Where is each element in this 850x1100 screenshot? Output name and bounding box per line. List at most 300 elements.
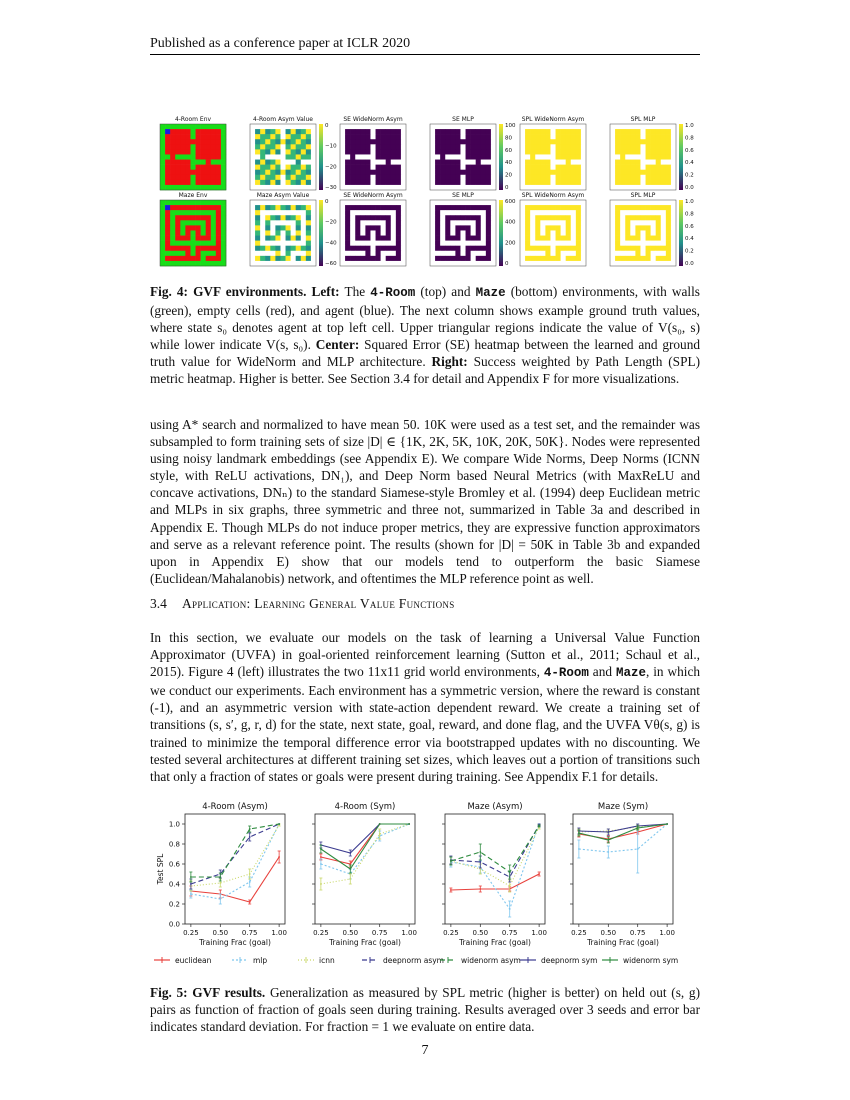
panel-title: SE MLP xyxy=(452,116,474,123)
grid-cell xyxy=(275,225,280,230)
grid-cell xyxy=(255,134,260,139)
grid-cell xyxy=(445,200,450,205)
grid-cell xyxy=(530,160,535,165)
grid-cell xyxy=(170,215,175,220)
grid-cell xyxy=(250,251,255,256)
grid-cell xyxy=(525,170,530,175)
grid-cell xyxy=(376,154,381,159)
grid-cell xyxy=(466,165,471,170)
grid-cell xyxy=(620,200,625,205)
data-point xyxy=(479,861,481,863)
grid-cell xyxy=(396,144,401,149)
grid-cell xyxy=(430,165,435,170)
grid-cell xyxy=(196,165,201,170)
grid-cell xyxy=(190,154,195,159)
grid-cell xyxy=(206,205,211,210)
grid-cell xyxy=(481,180,486,185)
grid-cell xyxy=(286,246,291,251)
grid-cell xyxy=(525,241,530,246)
grid-cell xyxy=(340,154,345,159)
grid-cell xyxy=(185,185,190,190)
chart-legend xyxy=(154,956,678,965)
grid-cell xyxy=(211,160,216,165)
grid-cell xyxy=(370,230,375,235)
grid-cell xyxy=(640,134,645,139)
legend-label: deepnorm asym xyxy=(383,956,444,965)
grid-cell xyxy=(535,160,540,165)
grid-cell xyxy=(221,261,226,266)
grid-cell xyxy=(201,200,206,205)
grid-cell xyxy=(206,124,211,129)
grid-cell xyxy=(435,205,440,210)
grid-cell xyxy=(571,149,576,154)
grid-cell xyxy=(661,185,666,190)
grid-cell xyxy=(481,251,486,256)
grid-cell xyxy=(460,215,465,220)
grid-cell xyxy=(291,205,296,210)
grid-cell xyxy=(270,129,275,134)
grid-cell xyxy=(296,144,301,149)
grid-cell xyxy=(286,129,291,134)
grid-cell xyxy=(216,256,221,261)
grid-cell xyxy=(280,139,285,144)
grid-cell xyxy=(525,256,530,261)
grid-cell xyxy=(265,230,270,235)
grid-cell xyxy=(401,241,406,246)
grid-cell xyxy=(610,205,615,210)
grid-cell xyxy=(280,124,285,129)
grid-cell xyxy=(160,261,165,266)
grid-cell xyxy=(365,139,370,144)
panel-title: SE WideNorm Asym xyxy=(343,116,403,123)
colorbar-tick: −40 xyxy=(325,240,337,247)
grid-cell xyxy=(265,170,270,175)
grid-cell xyxy=(165,246,170,251)
grid-cell xyxy=(170,205,175,210)
grid-cell xyxy=(540,241,545,246)
grid-cell xyxy=(386,256,391,261)
grid-cell xyxy=(460,256,465,261)
colorbar-tick: 0.4 xyxy=(685,236,694,243)
grid-cell xyxy=(365,175,370,180)
grid-cell xyxy=(301,241,306,246)
grid-cell xyxy=(211,139,216,144)
grid-cell xyxy=(561,200,566,205)
grid-cell xyxy=(635,129,640,134)
x-tick-label: 1.00 xyxy=(401,929,417,937)
grid-cell xyxy=(180,220,185,225)
grid-cell xyxy=(170,139,175,144)
grid-cell xyxy=(391,261,396,266)
grid-cell xyxy=(360,225,365,230)
grid-cell xyxy=(250,139,255,144)
grid-cell xyxy=(455,261,460,266)
grid-cell xyxy=(530,210,535,215)
grid-cell xyxy=(401,251,406,256)
grid-cell xyxy=(255,215,260,220)
grid-cell xyxy=(651,185,656,190)
fig4-right-label: Right: xyxy=(431,354,468,370)
grid-cell xyxy=(280,154,285,159)
grid-cell xyxy=(571,251,576,256)
grid-cell xyxy=(286,210,291,215)
grid-cell xyxy=(386,225,391,230)
grid-cell xyxy=(206,175,211,180)
grid-cell xyxy=(566,230,571,235)
grid-cell xyxy=(280,225,285,230)
grid-cell xyxy=(206,144,211,149)
grid-cell xyxy=(185,261,190,266)
grid-cell xyxy=(291,225,296,230)
grid-cell xyxy=(165,175,170,180)
grid-cell xyxy=(376,236,381,241)
grid-cell xyxy=(430,134,435,139)
grid-cell xyxy=(175,185,180,190)
grid-cell xyxy=(386,144,391,149)
grid-cell xyxy=(561,251,566,256)
grid-cell xyxy=(365,144,370,149)
grid-cell xyxy=(376,220,381,225)
grid-cell xyxy=(391,205,396,210)
grid-cell xyxy=(286,124,291,129)
grid-cell xyxy=(216,154,221,159)
grid-cell xyxy=(350,134,355,139)
grid-cell xyxy=(666,256,671,261)
grid-cell xyxy=(581,144,586,149)
grid-cell xyxy=(525,225,530,230)
grid-cell xyxy=(561,139,566,144)
grid-cell xyxy=(291,215,296,220)
grid-cell xyxy=(581,230,586,235)
grid-cell xyxy=(460,205,465,210)
grid-cell xyxy=(221,225,226,230)
grid-cell xyxy=(450,230,455,235)
grid-cell xyxy=(396,241,401,246)
grid-cell xyxy=(635,225,640,230)
grid-cell xyxy=(540,180,545,185)
grid-cell xyxy=(265,124,270,129)
grid-cell xyxy=(430,241,435,246)
data-point xyxy=(509,871,511,873)
grid-cell xyxy=(260,251,265,256)
grid-cell xyxy=(185,256,190,261)
grid-cell xyxy=(360,175,365,180)
grid-cell xyxy=(401,149,406,154)
grid-cell xyxy=(190,236,195,241)
grid-cell xyxy=(635,185,640,190)
grid-cell xyxy=(286,215,291,220)
grid-cell xyxy=(275,185,280,190)
grid-cell xyxy=(286,241,291,246)
grid-cell xyxy=(445,175,450,180)
grid-cell xyxy=(615,175,620,180)
grid-cell xyxy=(455,200,460,205)
grid-cell xyxy=(365,200,370,205)
grid-cell xyxy=(460,236,465,241)
grid-cell xyxy=(656,205,661,210)
grid-cell xyxy=(460,241,465,246)
grid-cell xyxy=(391,215,396,220)
grid-cell xyxy=(216,246,221,251)
grid-cell xyxy=(571,139,576,144)
grid-cell xyxy=(216,185,221,190)
grid-cell xyxy=(165,185,170,190)
grid-cell xyxy=(340,210,345,215)
grid-cell xyxy=(455,124,460,129)
grid-cell xyxy=(196,251,201,256)
grid-cell xyxy=(556,236,561,241)
x-tick-label: 1.00 xyxy=(271,929,287,937)
grid-cell xyxy=(535,210,540,215)
grid-cell xyxy=(345,241,350,246)
grid-cell xyxy=(185,139,190,144)
grid-cell xyxy=(350,210,355,215)
grid-cell xyxy=(381,144,386,149)
grid-cell xyxy=(301,215,306,220)
grid-cell xyxy=(250,160,255,165)
grid-cell xyxy=(386,160,391,165)
grid-cell xyxy=(376,230,381,235)
grid-cell xyxy=(170,251,175,256)
grid-cell xyxy=(651,230,656,235)
grid-cell xyxy=(260,241,265,246)
grid-cell xyxy=(275,149,280,154)
grid-cell xyxy=(296,205,301,210)
grid-cell xyxy=(216,210,221,215)
grid-cell xyxy=(491,160,496,165)
grid-cell xyxy=(646,251,651,256)
grid-cell xyxy=(545,180,550,185)
grid-cell xyxy=(671,185,676,190)
grid-cell xyxy=(671,129,676,134)
grid-cell xyxy=(296,230,301,235)
grid-cell xyxy=(296,185,301,190)
grid-cell xyxy=(360,129,365,134)
grid-cell xyxy=(471,144,476,149)
grid-cell xyxy=(440,210,445,215)
data-point xyxy=(479,851,481,853)
grid-cell xyxy=(185,124,190,129)
grid-cell xyxy=(661,246,666,251)
grid-cell xyxy=(445,144,450,149)
grid-cell xyxy=(581,124,586,129)
grid-cell xyxy=(301,180,306,185)
grid-cell xyxy=(250,175,255,180)
grid-cell xyxy=(296,160,301,165)
grid-cell xyxy=(280,230,285,235)
grid-cell xyxy=(270,154,275,159)
grid-cell xyxy=(471,261,476,266)
grid-cell xyxy=(340,165,345,170)
grid-cell xyxy=(365,246,370,251)
grid-cell xyxy=(370,180,375,185)
grid-cell xyxy=(211,144,216,149)
grid-cell xyxy=(270,144,275,149)
grid-cell xyxy=(471,185,476,190)
grid-cell xyxy=(625,144,630,149)
grid-cell xyxy=(460,124,465,129)
grid-cell xyxy=(311,124,316,129)
grid-cell xyxy=(661,200,666,205)
grid-cell xyxy=(280,200,285,205)
grid-cell xyxy=(340,205,345,210)
grid-cell xyxy=(625,241,630,246)
colorbar xyxy=(499,124,503,190)
grid-cell xyxy=(620,261,625,266)
data-point xyxy=(666,823,668,825)
chart-panel xyxy=(570,802,675,947)
grid-cell xyxy=(270,139,275,144)
grid-cell xyxy=(396,215,401,220)
grid-cell xyxy=(561,160,566,165)
grid-cell xyxy=(280,261,285,266)
grid-cell xyxy=(381,251,386,256)
grid-cell xyxy=(471,215,476,220)
grid-cell xyxy=(365,251,370,256)
grid-cell xyxy=(481,236,486,241)
grid-cell xyxy=(311,246,316,251)
grid-cell xyxy=(476,261,481,266)
grid-cell xyxy=(265,200,270,205)
grid-cell xyxy=(610,220,615,225)
grid-cell xyxy=(455,241,460,246)
grid-cell xyxy=(350,200,355,205)
grid-cell xyxy=(381,129,386,134)
grid-cell xyxy=(170,149,175,154)
grid-cell xyxy=(445,256,450,261)
grid-cell xyxy=(450,129,455,134)
grid-cell xyxy=(545,215,550,220)
grid-cell xyxy=(666,149,671,154)
grid-cell xyxy=(381,225,386,230)
grid-cell xyxy=(646,230,651,235)
grid-cell xyxy=(180,180,185,185)
grid-cell xyxy=(221,175,226,180)
grid-cell xyxy=(175,144,180,149)
grid-cell xyxy=(556,170,561,175)
grid-cell xyxy=(355,129,360,134)
grid-cell xyxy=(620,185,625,190)
grid-cell xyxy=(376,210,381,215)
grid-cell xyxy=(311,205,316,210)
grid-cell xyxy=(306,144,311,149)
grid-cell xyxy=(430,144,435,149)
grid-cell xyxy=(311,220,316,225)
grid-cell xyxy=(440,200,445,205)
grid-cell xyxy=(661,205,666,210)
grid-cell xyxy=(196,185,201,190)
grid-cell xyxy=(566,251,571,256)
grid-cell xyxy=(401,185,406,190)
grid-cell xyxy=(401,215,406,220)
grid-cell xyxy=(160,139,165,144)
grid-cell xyxy=(666,230,671,235)
grid-cell xyxy=(671,154,676,159)
grid-cell xyxy=(540,246,545,251)
grid-cell xyxy=(581,246,586,251)
grid-cell xyxy=(170,261,175,266)
grid-cell xyxy=(311,175,316,180)
grid-cell xyxy=(260,139,265,144)
grid-cell xyxy=(455,139,460,144)
grid-cell xyxy=(340,149,345,154)
grid-cell xyxy=(365,170,370,175)
grid-cell xyxy=(221,185,226,190)
figure-5-charts xyxy=(140,796,710,976)
grid-cell xyxy=(455,205,460,210)
data-point xyxy=(349,878,351,880)
grid-cell xyxy=(250,134,255,139)
grid-cell xyxy=(221,215,226,220)
grid-cell xyxy=(635,144,640,149)
grid-cell xyxy=(196,256,201,261)
grid-cell xyxy=(666,165,671,170)
grid-cell xyxy=(365,241,370,246)
grid-cell xyxy=(360,246,365,251)
grid-cell xyxy=(365,124,370,129)
grid-cell xyxy=(491,215,496,220)
grid-cell xyxy=(576,175,581,180)
grid-cell xyxy=(160,185,165,190)
grid-cell xyxy=(160,210,165,215)
grid-cell xyxy=(306,230,311,235)
grid-cell xyxy=(656,185,661,190)
grid-cell xyxy=(211,220,216,225)
grid-cell xyxy=(481,170,486,175)
grid-cell xyxy=(540,261,545,266)
grid-cell xyxy=(450,241,455,246)
grid-cell xyxy=(355,124,360,129)
grid-cell xyxy=(430,154,435,159)
grid-cell xyxy=(525,124,530,129)
x-tick-label: 1.00 xyxy=(659,929,675,937)
grid-cell xyxy=(661,170,666,175)
grid-cell xyxy=(190,210,195,215)
grid-cell xyxy=(381,139,386,144)
grid-cell xyxy=(286,185,291,190)
grid-cell xyxy=(196,175,201,180)
grid-cell xyxy=(656,154,661,159)
grid-cell xyxy=(190,225,195,230)
grid-cell xyxy=(640,170,645,175)
grid-cell xyxy=(525,154,530,159)
plot-frame xyxy=(315,814,415,924)
data-point xyxy=(538,825,540,827)
grid-cell xyxy=(620,215,625,220)
grid-cell xyxy=(270,215,275,220)
grid-cell xyxy=(170,154,175,159)
grid-cell xyxy=(466,251,471,256)
grid-cell xyxy=(401,134,406,139)
grid-cell xyxy=(160,225,165,230)
grid-cell xyxy=(340,225,345,230)
grid-cell xyxy=(391,134,396,139)
grid-cell xyxy=(216,205,221,210)
grid-cell xyxy=(350,124,355,129)
grid-cell xyxy=(561,261,566,266)
grid-cell xyxy=(646,261,651,266)
grid-cell xyxy=(201,170,206,175)
grid-cell xyxy=(491,154,496,159)
x-tick-label: 0.50 xyxy=(342,929,359,937)
grid-cell xyxy=(165,134,170,139)
grid-cell xyxy=(561,144,566,149)
grid-cell xyxy=(545,124,550,129)
grid-cell xyxy=(615,256,620,261)
grid-cell xyxy=(571,144,576,149)
grid-cell xyxy=(190,165,195,170)
grid-cell xyxy=(180,215,185,220)
